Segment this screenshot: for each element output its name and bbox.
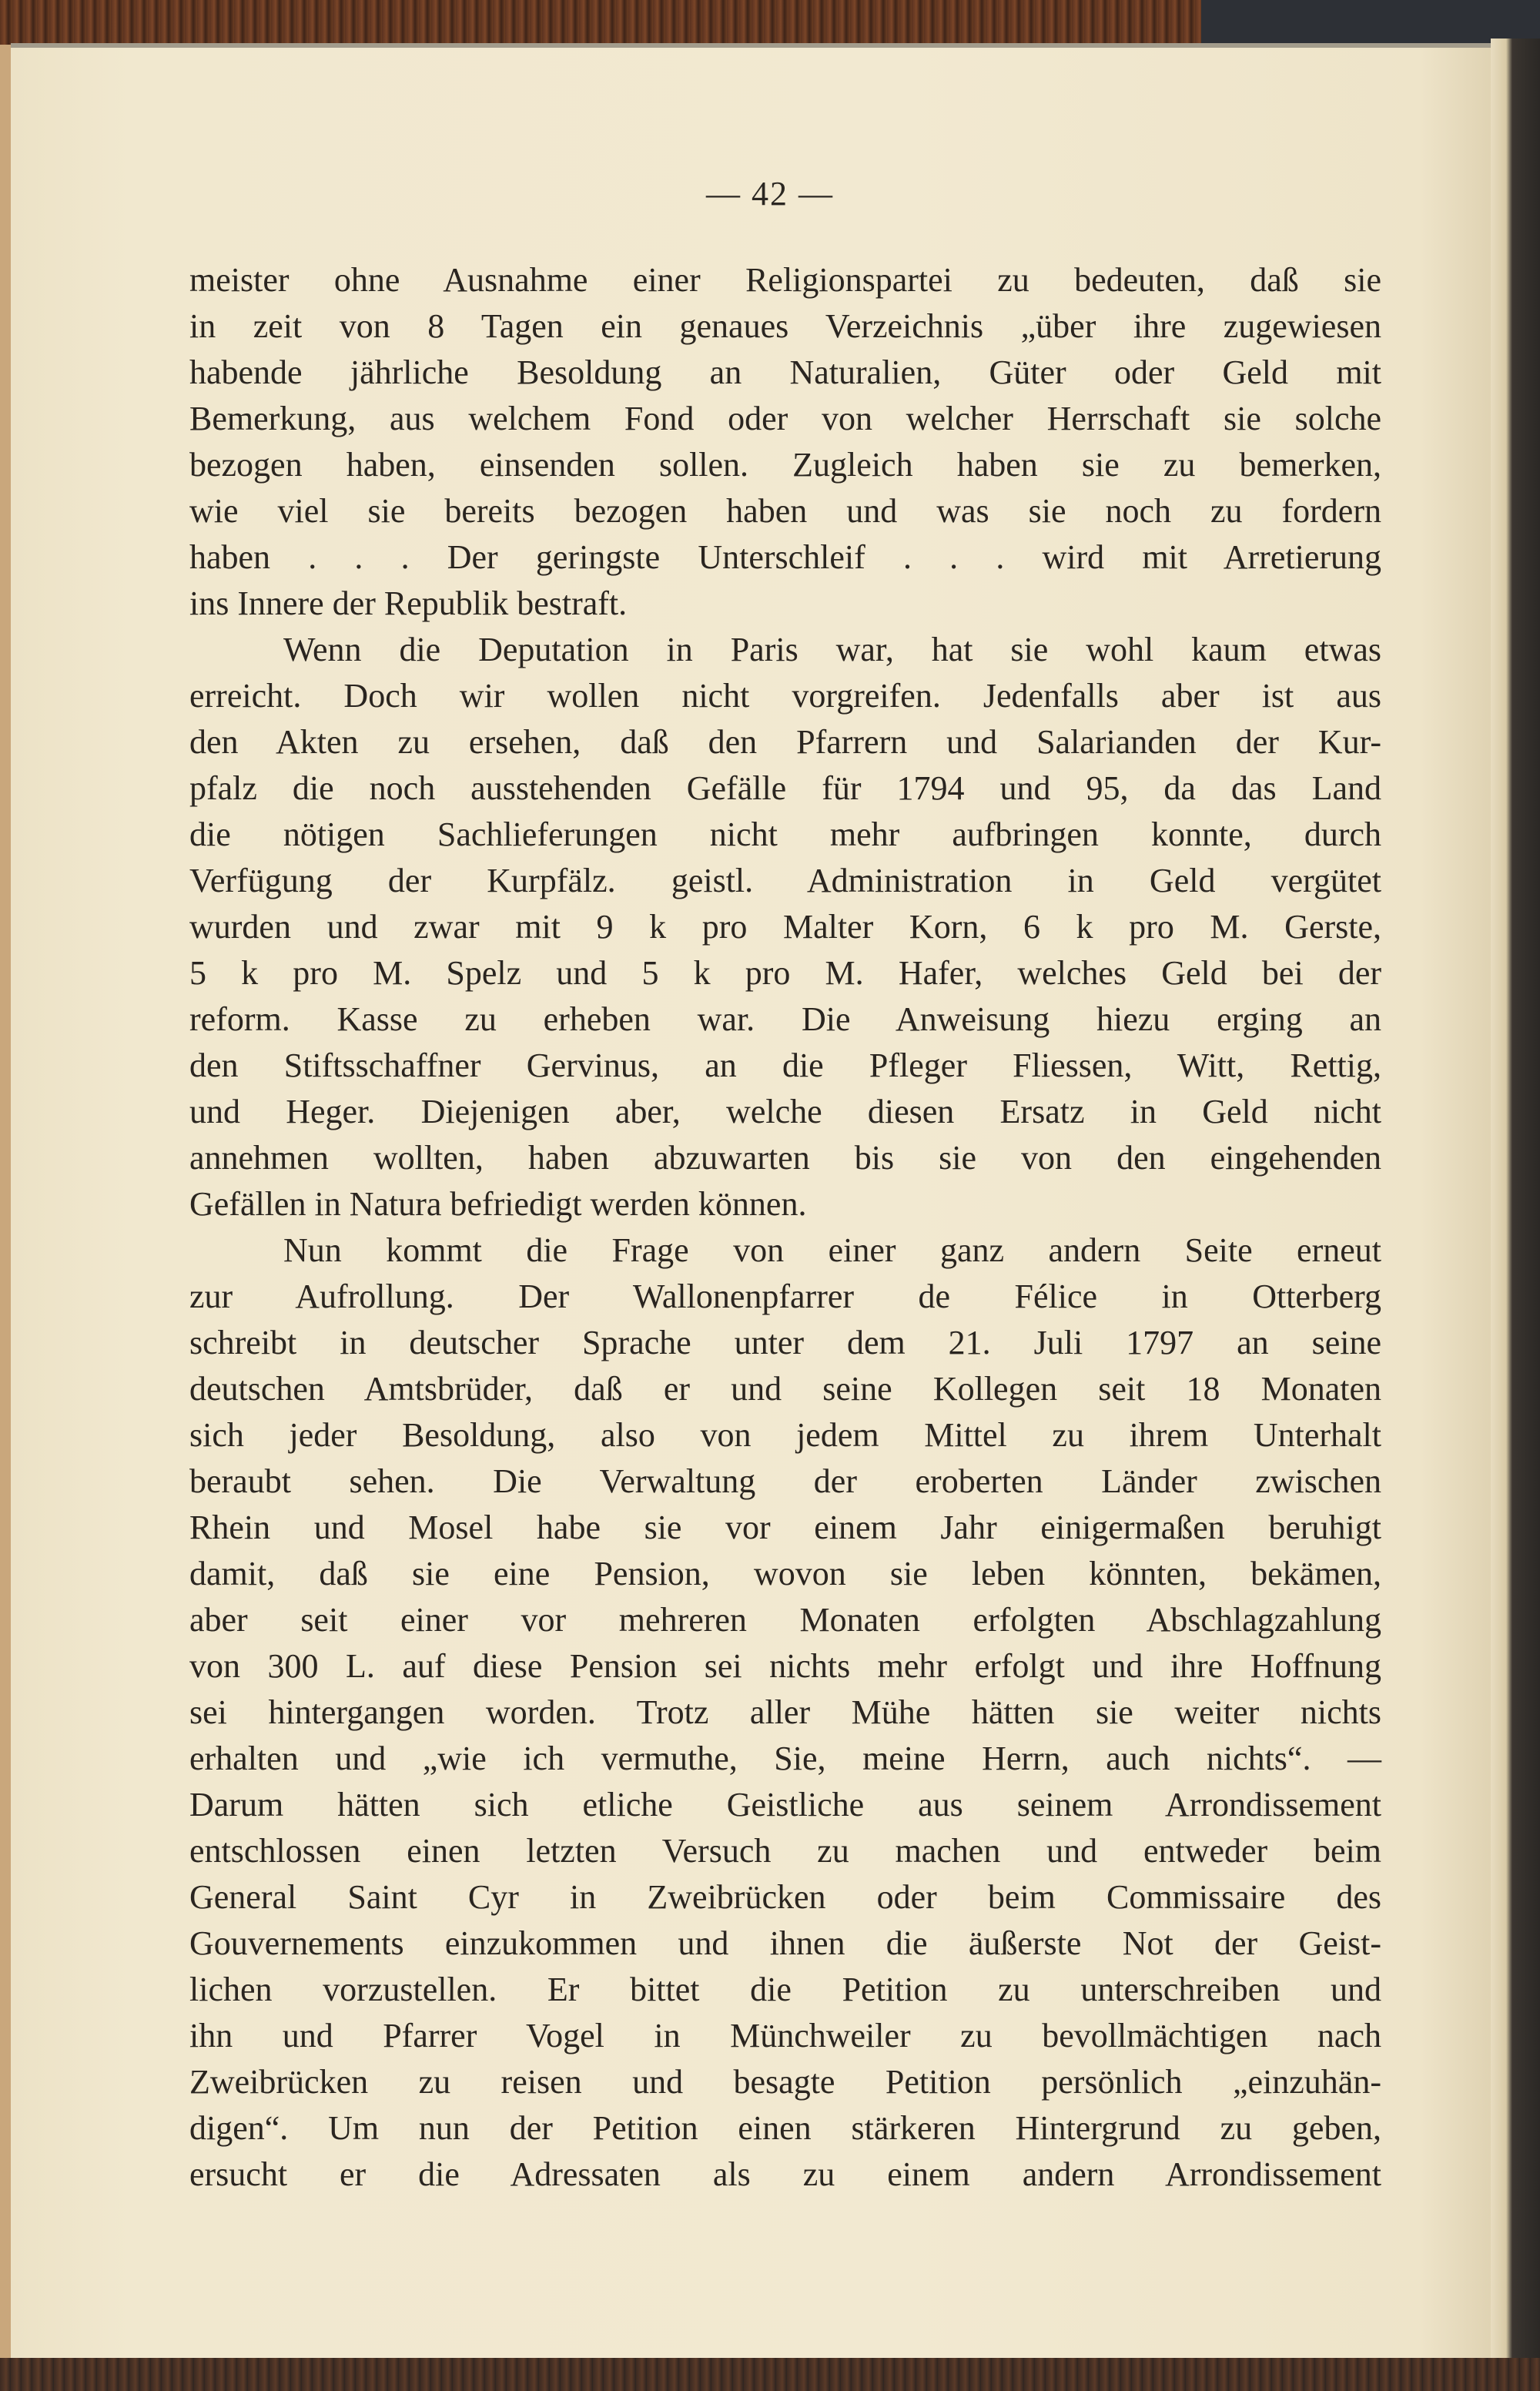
- text-line: ihn und Pfarrer Vogel in Münchweiler zu bevollmächtigen nach: [189, 2017, 1381, 2054]
- text-line: Zweibrücken zu reisen und besagte Petition persönlich „einzuhän-: [189, 2063, 1381, 2101]
- text-line: Rhein und Mosel habe sie vor einem Jahr einigermaßen beruhigt: [189, 1509, 1381, 1546]
- page-number: — 42 —: [706, 175, 834, 213]
- text-line: lichen vorzustellen. Er bittet die Petition zu unterschreiben und: [189, 1971, 1381, 2008]
- text-line: beraubt sehen. Die Verwaltung der eroberten Länder zwischen: [189, 1462, 1381, 1500]
- text-line: entschlossen einen letzten Versuch zu machen und entweder beim: [189, 1832, 1381, 1870]
- text-line: die nötigen Sachlieferungen nicht mehr aufbringen konnte, durch: [189, 815, 1381, 853]
- text-line: Nun kommt die Frage von einer ganz andern Seite erneut: [283, 1231, 1381, 1269]
- text-line: wie viel sie bereits bezogen haben und was sie noch zu fordern: [189, 492, 1381, 530]
- scan-background: [1201, 0, 1540, 45]
- text-line: zur Aufrollung. Der Wallonenpfarrer de Félice in Otterberg: [189, 1278, 1381, 1315]
- text-line: 5 k pro M. Spelz und 5 k pro M. Hafer, welches Geld bei der: [189, 954, 1381, 992]
- text-line: bezogen haben, einsenden sollen. Zugleich haben sie zu bemerken,: [189, 446, 1381, 484]
- text-line: und Heger. Diejenigen aber, welche diesen Ersatz in Geld nicht: [189, 1093, 1381, 1130]
- paragraph: [189, 627, 1381, 1227]
- text-line: pfalz die noch ausstehenden Gefälle für 1794 und 95, da das Land: [189, 769, 1381, 807]
- text-line: schreibt in deutscher Sprache unter dem 21. Juli 1797 an seine: [189, 1324, 1381, 1361]
- body-text: [189, 257, 1381, 2198]
- text-line: digen“. Um nun der Petition einen stärkeren Hintergrund zu geben,: [189, 2109, 1381, 2147]
- text-line: meister ohne Ausnahme einer Religionspartei zu bedeuten, daß sie: [189, 261, 1381, 299]
- text-line: erreicht. Doch wir wollen nicht vorgreifen. Jedenfalls aber ist aus: [189, 677, 1381, 715]
- text-line: ins Innere der Republik bestraft.: [189, 584, 628, 622]
- text-line: den Stiftsschaffner Gervinus, an die Pfleger Fliessen, Witt, Rettig,: [189, 1046, 1381, 1084]
- paragraph: [189, 1227, 1381, 2198]
- text-line: sich jeder Besoldung, also von jedem Mittel zu ihrem Unterhalt: [189, 1416, 1381, 1454]
- text-line: reform. Kasse zu erheben war. Die Anweisung hiezu erging an: [189, 1000, 1381, 1038]
- text-line: Verfügung der Kurpfälz. geistl. Administration in Geld vergütet: [189, 862, 1381, 899]
- text-line: Wenn die Deputation in Paris war, hat sie wohl kaum etwas: [283, 631, 1381, 668]
- book-cover-top-edge: [0, 0, 1540, 45]
- text-line: erhalten und „wie ich vermuthe, Sie, meine Herrn, auch nichts“. —: [189, 1740, 1381, 1777]
- text-line: wurden und zwar mit 9 k pro Malter Korn, 6 k pro M. Gerste,: [189, 908, 1381, 946]
- text-line: Gouvernements einzukommen und ihnen die äußerste Not der Geist-: [189, 1924, 1381, 1962]
- page-right-edge: [1491, 39, 1540, 2372]
- text-line: Bemerkung, aus welchem Fond oder von welcher Herrschaft sie solche: [189, 400, 1381, 437]
- text-line: haben . . . Der geringste Unterschleif . . . wird mit Arretierung: [189, 538, 1381, 576]
- paragraph: [189, 257, 1381, 627]
- text-line: habende jährliche Besoldung an Naturalien, Güter oder Geld mit: [189, 353, 1381, 391]
- text-line: Gefällen in Natura befriedigt werden können.: [189, 1185, 807, 1223]
- text-line: General Saint Cyr in Zweibrücken oder beim Commissaire des: [189, 1878, 1381, 1916]
- text-line: sei hintergangen worden. Trotz aller Mühe hätten sie weiter nichts: [189, 1693, 1381, 1731]
- text-line: Darum hätten sich etliche Geistliche aus seinem Arrondissement: [189, 1786, 1381, 1823]
- text-line: aber seit einer vor mehreren Monaten erfolgten Abschlagzahlung: [189, 1601, 1381, 1639]
- text-line: den Akten zu ersehen, daß den Pfarrern und Salarianden der Kur-: [189, 723, 1381, 761]
- text-line: deutschen Amtsbrüder, daß er und seine Kollegen seit 18 Monaten: [189, 1370, 1381, 1408]
- text-line: ersucht er die Adressaten als zu einem andern Arrondissement: [189, 2155, 1381, 2193]
- text-line: annehmen wollten, haben abzuwarten bis sie von den eingehenden: [189, 1139, 1381, 1177]
- text-line: in zeit von 8 Tagen ein genaues Verzeichnis „über ihre zugewiesen: [189, 307, 1381, 345]
- text-line: von 300 L. auf diese Pension sei nichts mehr erfolgt und ihre Hoffnung: [189, 1647, 1381, 1685]
- book-cover-bottom-edge: [0, 2358, 1540, 2391]
- text-line: damit, daß sie eine Pension, wovon sie leben könnten, bekämen,: [189, 1555, 1381, 1592]
